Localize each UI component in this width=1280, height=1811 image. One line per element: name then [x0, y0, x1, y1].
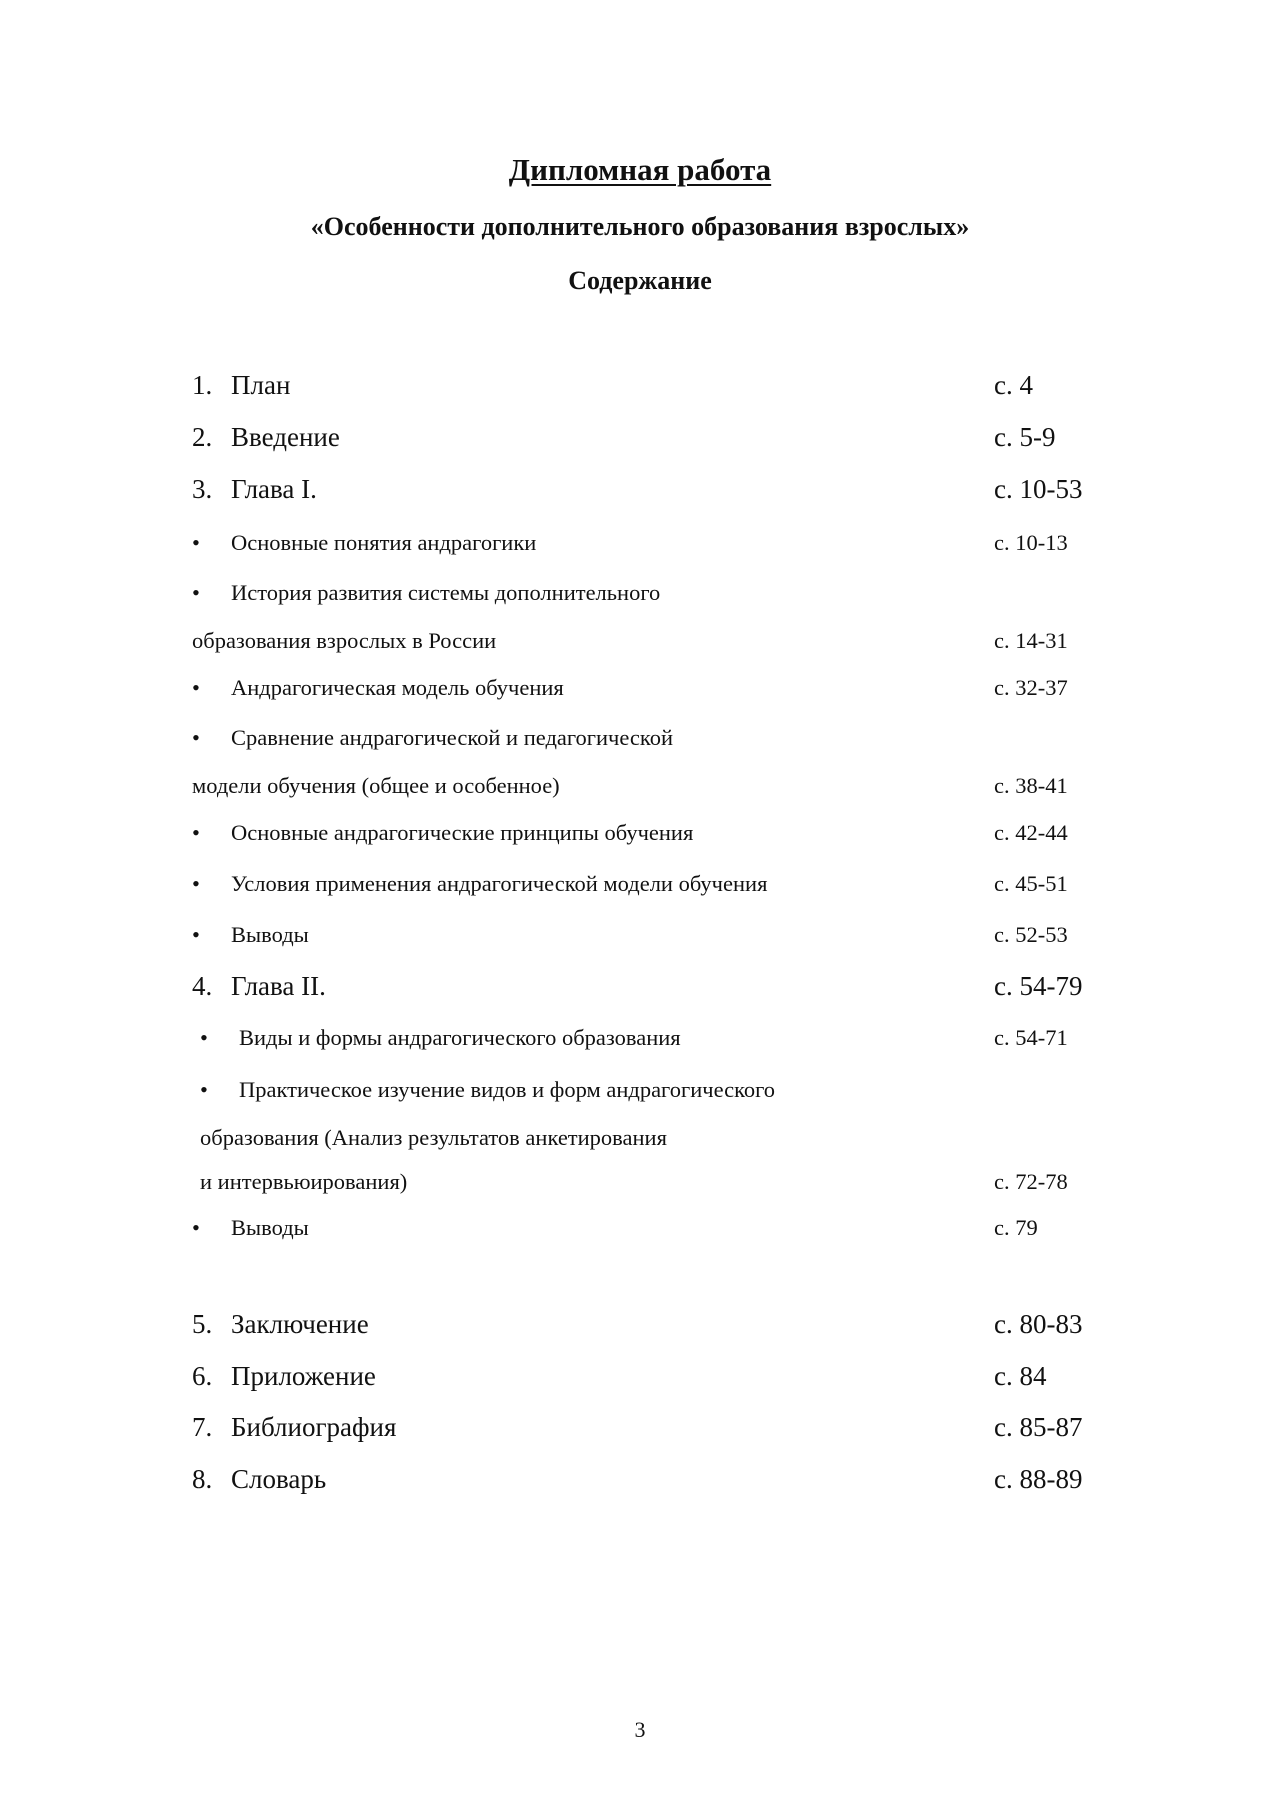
toc-item-number: 6. — [192, 1361, 213, 1391]
toc-item-page: с. 5-9 — [994, 422, 1056, 452]
toc-subitem-page: с. 45-51 — [994, 871, 1068, 896]
document-title: Дипломная работа — [508, 152, 772, 187]
bullet-icon: • — [192, 1215, 200, 1240]
toc-item-number: 7. — [192, 1412, 213, 1442]
toc-item-number: 2. — [192, 422, 213, 452]
toc-subitem-page: с. 10-13 — [994, 530, 1068, 555]
page-number: 3 — [634, 1717, 646, 1742]
toc-subitem-page: с. 72-78 — [994, 1169, 1068, 1194]
toc-subitem-label: Условия применения андрагогической модели обучения — [231, 871, 768, 896]
toc-item-number: 8. — [192, 1464, 213, 1494]
toc-subitem-page: с. 54-71 — [994, 1025, 1068, 1050]
toc-subitem-page: с. 14-31 — [994, 628, 1068, 653]
bullet-icon: • — [200, 1077, 208, 1102]
toc-item-page: с. 4 — [994, 370, 1033, 400]
toc-subitem-label: Андрагогическая модель обучения — [231, 675, 564, 700]
toc-item-page: с. 85-87 — [994, 1412, 1083, 1442]
toc-item-label: Заключение — [231, 1309, 369, 1339]
bullet-icon: • — [192, 820, 200, 845]
toc-subitem-page: с. 42-44 — [994, 820, 1068, 845]
toc-item-page: с. 84 — [994, 1361, 1047, 1391]
bullet-icon: • — [200, 1025, 208, 1050]
toc-item-label: Словарь — [231, 1464, 327, 1494]
toc-subitem-label: модели обучения (общее и особенное) — [192, 773, 560, 798]
toc-subitem-page: с. 32-37 — [994, 675, 1068, 700]
toc-item-page: с. 88-89 — [994, 1464, 1083, 1494]
toc-item-page: с. 10-53 — [994, 474, 1083, 504]
toc-subitem-label: Виды и формы андрагогического образования — [239, 1025, 681, 1050]
toc-subitem-page: с. 38-41 — [994, 773, 1068, 798]
toc-subitem-label: Выводы — [231, 1215, 309, 1240]
bullet-icon: • — [192, 675, 200, 700]
bullet-icon: • — [192, 530, 200, 555]
toc-item-number: 3. — [192, 474, 213, 504]
bullet-icon: • — [192, 725, 200, 750]
toc-subitem-label: Выводы — [231, 922, 309, 947]
toc-item-label: Глава I. — [231, 474, 317, 504]
bullet-icon: • — [192, 580, 200, 605]
toc-subitem-label: Основные понятия андрагогики — [231, 530, 537, 555]
toc-item-number: 5. — [192, 1309, 213, 1339]
toc-subitem-label: и интервьюирования) — [200, 1169, 408, 1194]
toc-subitem-label: Сравнение андрагогической и педагогической — [231, 725, 673, 750]
toc-item-label: Введение — [231, 422, 340, 452]
toc-item-page: с. 54-79 — [994, 971, 1083, 1001]
toc-item-number: 4. — [192, 971, 213, 1001]
bullet-icon: • — [192, 871, 200, 896]
toc-item-label: Глава II. — [231, 971, 326, 1001]
contents-heading: Содержание — [568, 266, 712, 295]
toc-subitem-label: История развития системы дополнительного — [231, 580, 661, 605]
toc-subitem-page: с. 52-53 — [994, 922, 1068, 947]
toc-subitem-label: Основные андрагогические принципы обучения — [231, 820, 694, 845]
toc-item-label: Библиография — [231, 1412, 397, 1442]
toc-item-label: План — [231, 370, 291, 400]
document-subtitle: «Особенности дополнительного образования взрослых» — [310, 212, 970, 241]
toc-subitem-page: с. 79 — [994, 1215, 1038, 1240]
toc-subitem-label: Практическое изучение видов и форм андрагогического — [239, 1077, 776, 1102]
toc-item-label: Приложение — [231, 1361, 376, 1391]
toc-item-page: с. 80-83 — [994, 1309, 1083, 1339]
toc-item-number: 1. — [192, 370, 213, 400]
toc-subitem-label: образования (Анализ результатов анкетирования — [200, 1125, 667, 1150]
toc-subitem-label: образования взрослых в России — [192, 628, 497, 653]
bullet-icon: • — [192, 922, 200, 947]
